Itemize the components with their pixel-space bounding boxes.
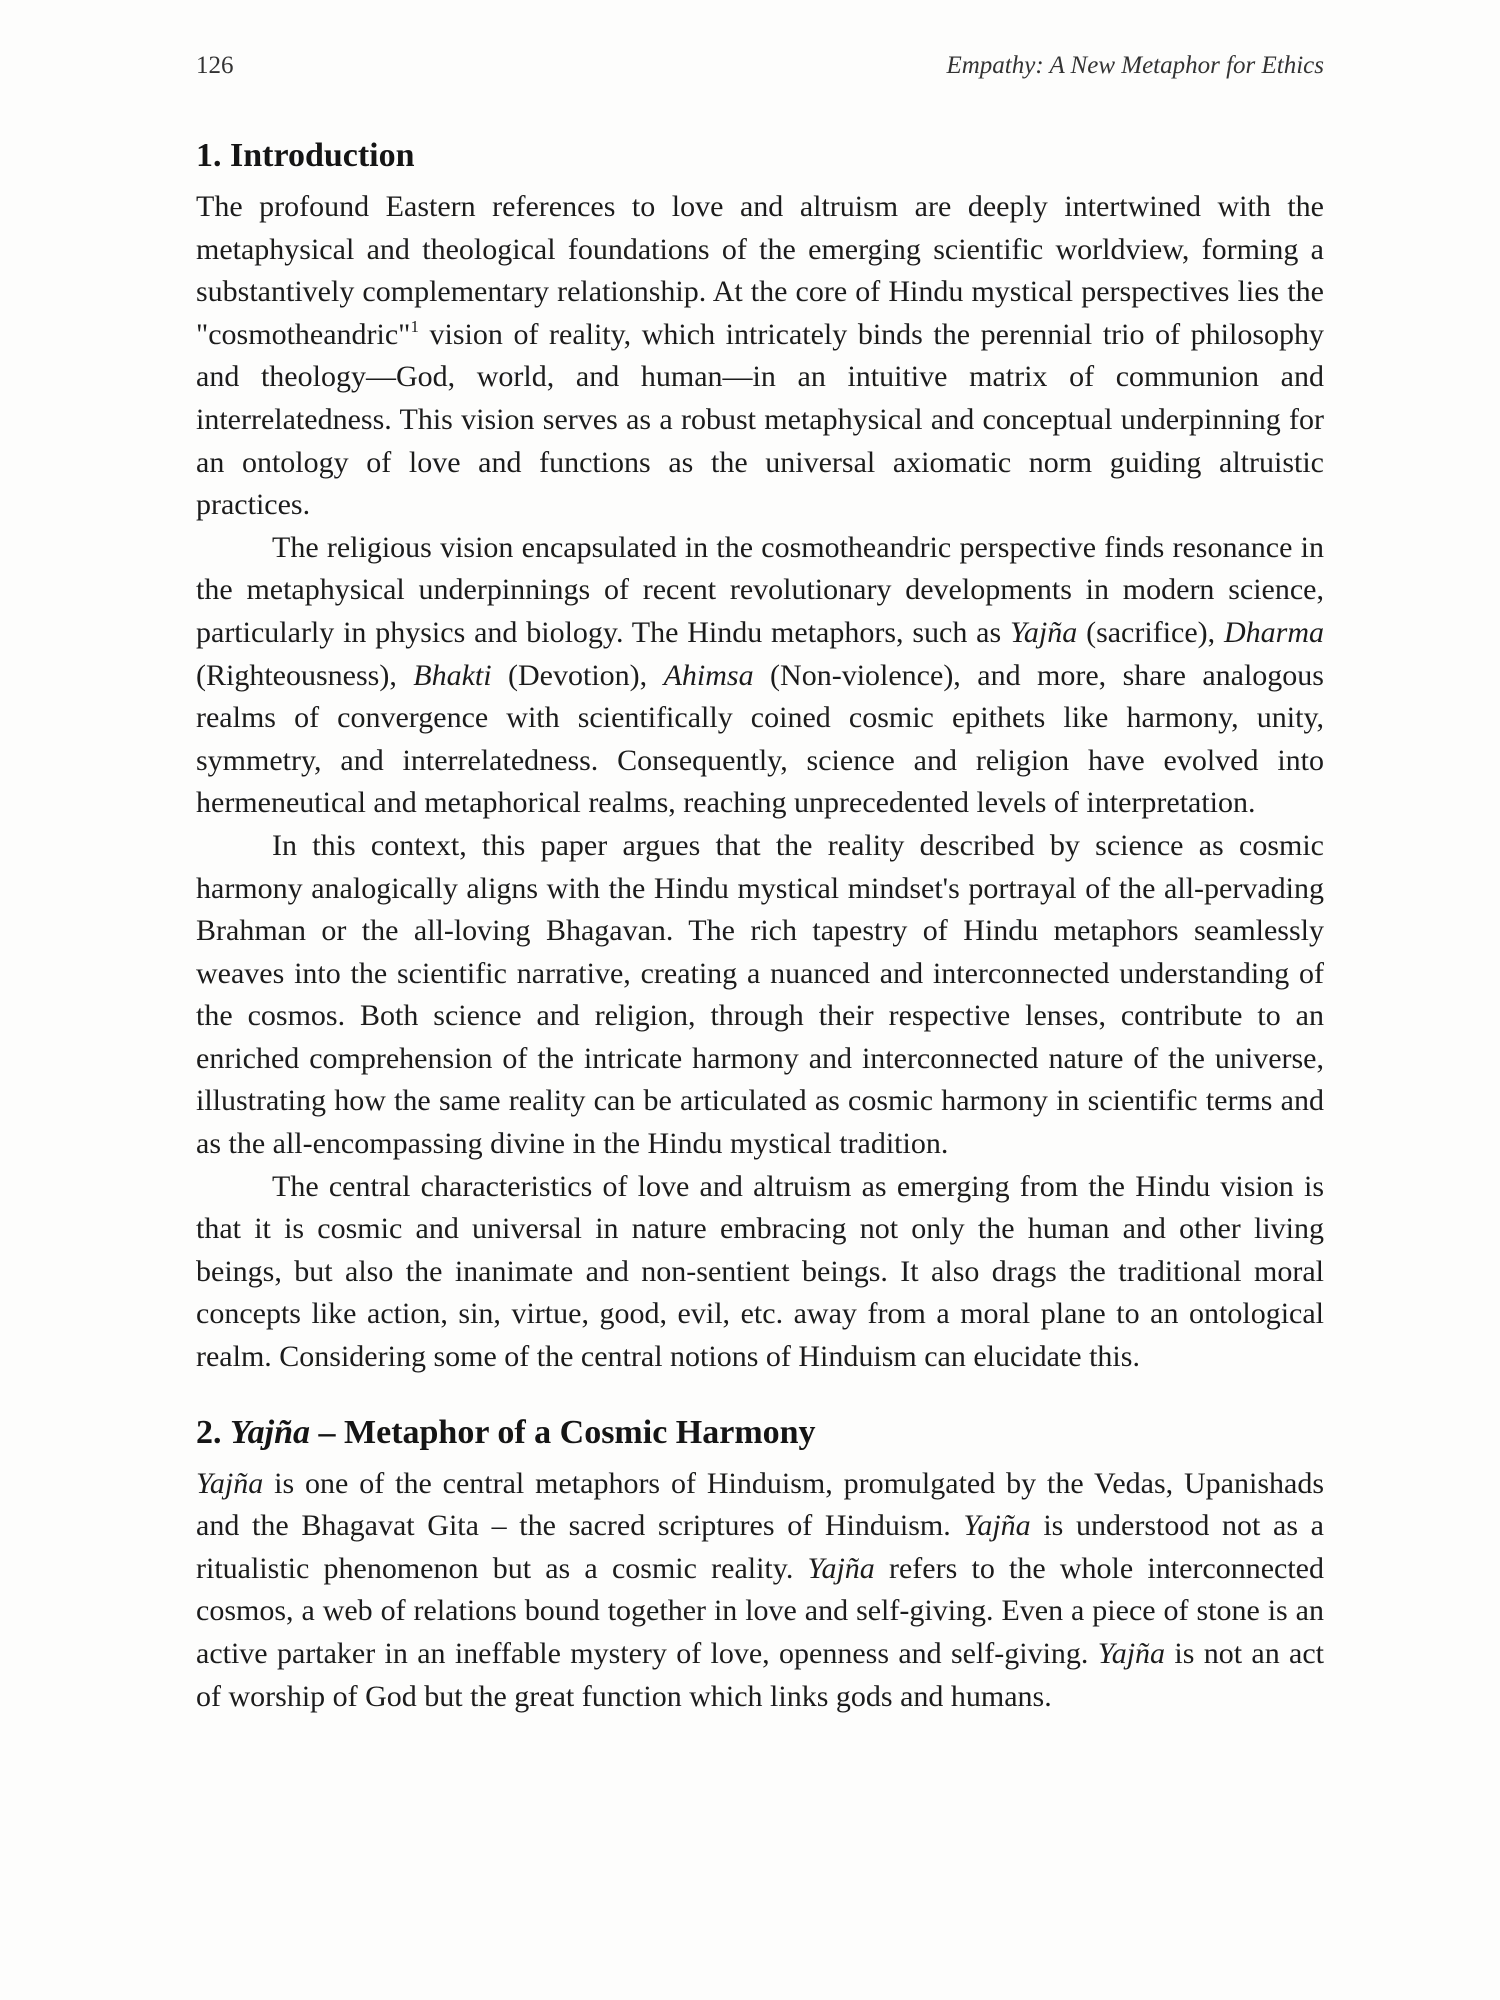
heading-title: – Metaphor of a Cosmic Harmony	[310, 1413, 816, 1451]
page-number: 126	[196, 52, 234, 79]
paragraph-text: (Non-violence), and more, share analogous realms of convergence with scientifically coined cosmic epithets like harmony, unity, symmetry, and interrelatedness. Consequently, science and religion have evolved into hermeneutical and metaphorical realms, reaching unprecedented levels of interpretation.	[196, 658, 1324, 820]
paragraph-5	[196, 1463, 1324, 1719]
term-dharma: Dharma	[1223, 615, 1324, 649]
paragraph-text: (Righteousness),	[196, 658, 414, 692]
paragraph-text: is one of the central metaphors of Hinduism, promulgated by the Vedas, Upanishads and the Bhagavat Gita – the sacred scriptures of Hinduism.	[196, 1466, 1324, 1543]
term-yajna: Yajña	[1097, 1637, 1166, 1670]
paragraph-text: vision of reality, which intricately binds the perennial trio of philosophy and theology—God, world, and human—in an intuitive matrix of communion and interrelatedness. This vision serves as a robust metaphysical and conceptual underpinning for an ontology of love and functions as the universal axiomatic norm guiding altruistic practices.	[196, 317, 1324, 522]
running-title: Empathy: A New Metaphor for Ethics	[946, 52, 1324, 79]
paragraph-text: (Devotion),	[491, 658, 664, 692]
paragraph-3: In this context, this paper argues that the reality described by science as cosmic harmony analogically aligns with the Hindu mystical mindset's portrayal of the all-pervading Brahman or the all-loving Bhagavan. The rich tapestry of Hindu metaphors seamlessly weaves into the scientific narrative, creating a nuanced and interconnected understanding of the cosmos. Both science and religion, through their respective lenses, contribute to an enriched comprehension of the intricate harmony and interconnected nature of the universe, illustrating how the same reality can be articulated as cosmic harmony in scientific terms and as the all-encompassing divine in the Hindu mystical tradition.	[196, 828, 1324, 1161]
page-body	[196, 134, 1324, 1718]
section-heading-introduction: 1. Introduction	[196, 137, 415, 174]
heading-number: 2.	[196, 1413, 230, 1451]
term-bhakti: Bhakti	[413, 658, 492, 692]
paragraph-text: (sacrifice),	[1077, 615, 1224, 649]
paragraph-text: is understood not as a ritualistic phenomenon but as a cosmic reality.	[196, 1509, 1324, 1585]
term-yajna: Yajña	[196, 1466, 264, 1500]
paragraph-text: The profound Eastern references to love and altruism are deeply intertwined with the metaphysical and theological foundations of the emerging scientific worldview, forming a substantively complementary relationship. At the core of Hindu mystical perspectives lies the "cosmotheandric"	[196, 190, 1324, 351]
term-yajna: Yajña	[807, 1551, 875, 1585]
footnote-marker: 1	[410, 316, 419, 336]
paragraph-4: The central characteristics of love and altruism as emerging from the Hindu vision is that it is cosmic and universal in nature embracing not only the human and other living beings, but also the inanimate and non-sentient beings. It also drags the traditional moral concepts like action, sin, virtue, good, evil, etc. away from a moral plane to an ontological realm. Considering some of the central notions of Hinduism can elucidate this.	[196, 1169, 1324, 1374]
paragraph-2	[196, 527, 1324, 825]
paragraph-text: refers to the whole interconnected cosmos, a web of relations bound together in love and self-giving. Even a piece of stone is an active partaker in an ineffable mystery of love, openness and self-giving.	[196, 1551, 1324, 1670]
paragraph-1	[196, 186, 1324, 527]
term-ahimsa: Ahimsa	[663, 658, 754, 692]
term-yajna: Yajña	[963, 1509, 1031, 1543]
running-head	[196, 52, 1324, 88]
section-heading-yajna	[196, 1411, 1324, 1455]
paragraph-text: The religious vision encapsulated in the cosmotheandric perspective finds resonance in the metaphysical underpinnings of recent revolutionary developments in modern science, particularly in physics and biology. The Hindu metaphors, such as	[196, 530, 1324, 649]
paragraph-text: is not an act of worship of God but the great function which links gods and humans.	[196, 1637, 1324, 1713]
term-yajna: Yajña	[1009, 615, 1078, 649]
heading-term: Yajña	[230, 1413, 311, 1451]
